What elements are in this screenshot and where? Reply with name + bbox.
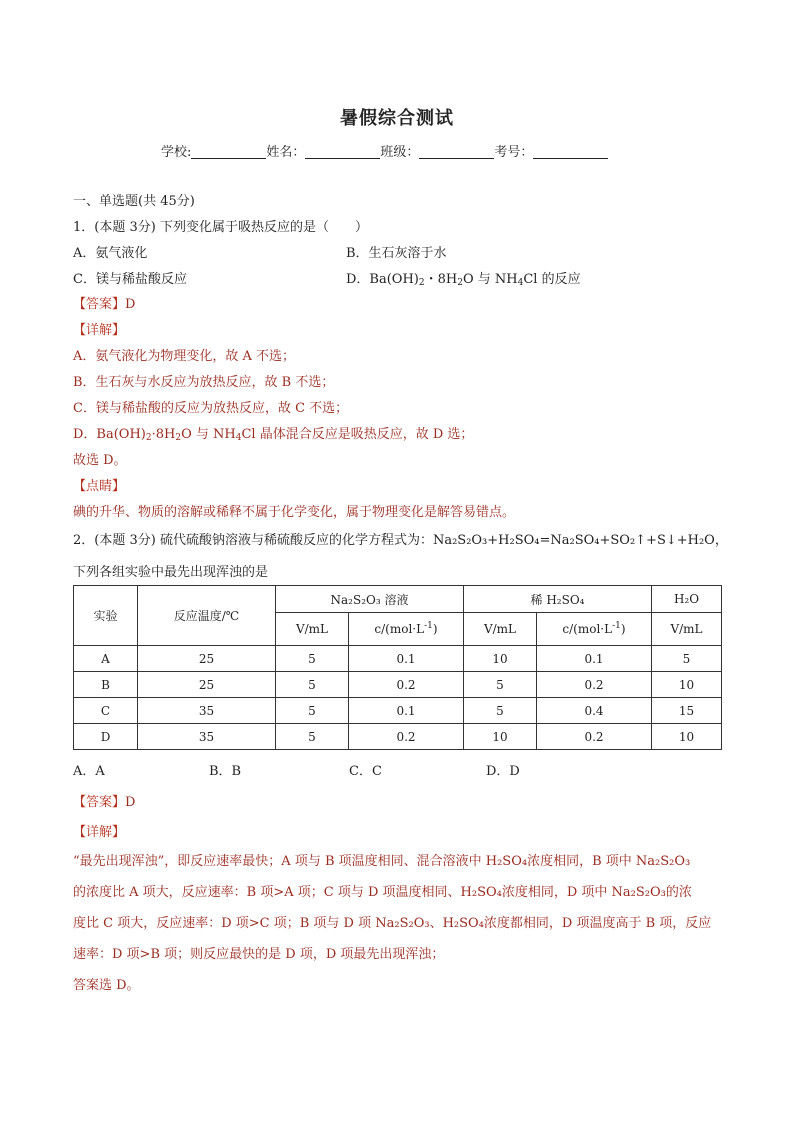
q2-expl-line: “最先出现浑浊”，即反应速率最快；A 项与 B 项温度相同、混合溶液中 H₂SO₄浓度相同，B 项中 Na₂S₂O₃ [73,854,691,869]
cell-v3: 5 [652,646,722,672]
cell-temp: 25 [138,646,276,672]
section-heading: 一、单选题(共 45分) [73,194,195,209]
q2-explanation [73,846,723,1001]
q1-note: 碘的升华、物质的溶解或稀释不属于化学变化，属于物理变化是解答易错点。 [73,505,516,520]
q1-detail-tag: 【详解】 [73,323,126,338]
cell-c2: 0.1 [537,646,652,672]
q1-conclusion: 故选 D。 [73,453,127,468]
cell-exp: D [74,724,138,750]
exam-no-blank[interactable] [533,144,608,159]
cell-c1: 0.1 [349,646,464,672]
cell-v3: 15 [652,698,722,724]
header-acid: 稀 H₂SO₄ [464,586,652,613]
school-label: 学校: [161,145,192,160]
cell-v2: 5 [464,698,537,724]
cell-v3: 10 [652,672,722,698]
q2-expl-line: 的浓度比 A 项大，反应速率：B 项>A 项；C 项与 D 项温度相同、H₂SO₄浓度相同，D 项中 Na₂S₂O₃的浓 [73,885,692,900]
q1-option-d: D．$Ba(OH)_2$・$8H_2O$ 与 $NH_4Cl$ 的反应 [346,272,581,288]
q1-expl-b: B．生石灰与水反应为放热反应，故 B 不选； [73,375,335,390]
cell-c1: 0.2 [349,672,464,698]
q1-note-tag: 【点睛】 [73,479,126,494]
subheader-concentration: $c/(mol\cdot L^{-1})$ [349,613,464,646]
table-row [74,698,722,724]
q2-expl-line: 速率：D 项>B 项；则反应最快的是 D 项，D 项最先出现浑浊； [73,947,445,962]
cell-v2: 5 [464,672,537,698]
cell-v1: 5 [276,698,349,724]
subheader-concentration: $c/(mol\cdot L^{-1})$ [537,613,652,646]
q2-answer: 【答案】D [73,795,136,810]
q1-option-c: C．镁与稀盐酸反应 [73,272,187,287]
cell-c2: 0.4 [537,698,652,724]
q1-expl-a: A．氨气液化为物理变化，故 A 不选； [73,349,296,364]
q1-answer: 【答案】D [73,297,136,312]
q1-option-a: A．氨气液化 [73,246,148,261]
school-blank[interactable] [191,144,266,159]
cell-exp: A [74,646,138,672]
header-water: H₂O [652,586,722,613]
q2-option-d: D．D [486,764,520,779]
q1-expl-d: D．$Ba(OH)_2\cdot 8H_2O$ 与 $NH_4Cl$ 晶体混合反应是吸热反应，故 D 选； [73,427,474,443]
header-temperature: 反应温度/℃ [138,586,276,646]
experiment-table [73,585,722,750]
cell-exp: C [74,698,138,724]
cell-c2: 0.2 [537,724,652,750]
cell-v1: 5 [276,672,349,698]
exam-no-label: 考号： [494,145,534,160]
table-row [74,672,722,698]
table-header-row [74,586,722,613]
cell-v2: 10 [464,724,537,750]
cell-c2: 0.2 [537,672,652,698]
q1-option-b: B．生石灰溶于水 [346,246,447,261]
cell-temp: 25 [138,672,276,698]
cell-exp: B [74,672,138,698]
q1-options-row1 [73,242,723,261]
q2-option-b: B．B [209,764,242,779]
cell-v1: 5 [276,724,349,750]
cell-c1: 0.2 [349,724,464,750]
name-label: 姓名： [266,145,306,160]
class-label: 班级： [380,145,420,160]
subheader-volume: V/mL [464,613,537,646]
q1-stem: 1．(本题 3分) 下列变化属于吸热反应的是（ ） [73,220,368,235]
subheader-volume: V/mL [652,613,722,646]
q2-stem-line1: 2．(本题 3分) 硫代硫酸钠溶液与稀硫酸反应的化学方程式为：Na₂S₂O₃+H₂SO₄=Na₂SO₄+SO₂↑+S↓+H₂O， [73,533,728,548]
cell-v2: 10 [464,646,537,672]
cell-temp: 35 [138,698,276,724]
class-blank[interactable] [419,144,494,159]
name-blank[interactable] [305,144,380,159]
q2-expl-line: 答案选 D。 [73,978,140,993]
q2-option-c: C．C [349,764,382,779]
q2-expl-line: 度比 C 项大，反应速率：D 项>C 项；B 项与 D 项 Na₂S₂O₃、H₂SO₄浓度都相同，D 项温度高于 B 项，反应 [73,916,712,931]
cell-c1: 0.1 [349,698,464,724]
cell-v3: 10 [652,724,722,750]
q1-expl-c: C．镁与稀盐酸的反应为放热反应，故 C 不选； [73,401,349,416]
cell-temp: 35 [138,724,276,750]
cell-v1: 5 [276,646,349,672]
page-title: 暑假综合测试 [340,108,454,129]
table-row [74,724,722,750]
q1-options-row2 [73,268,723,287]
table-row [74,646,722,672]
header-thiosulfate: Na₂S₂O₃ 溶液 [276,586,464,613]
subheader-volume: V/mL [276,613,349,646]
q2-detail-tag: 【详解】 [73,825,126,840]
q2-option-a: A．A [73,764,105,779]
header-experiment: 实验 [74,586,138,646]
q2-stem-line2: 下列各组实验中最先出现浑浊的是 [73,565,269,580]
student-info-line [161,141,608,160]
